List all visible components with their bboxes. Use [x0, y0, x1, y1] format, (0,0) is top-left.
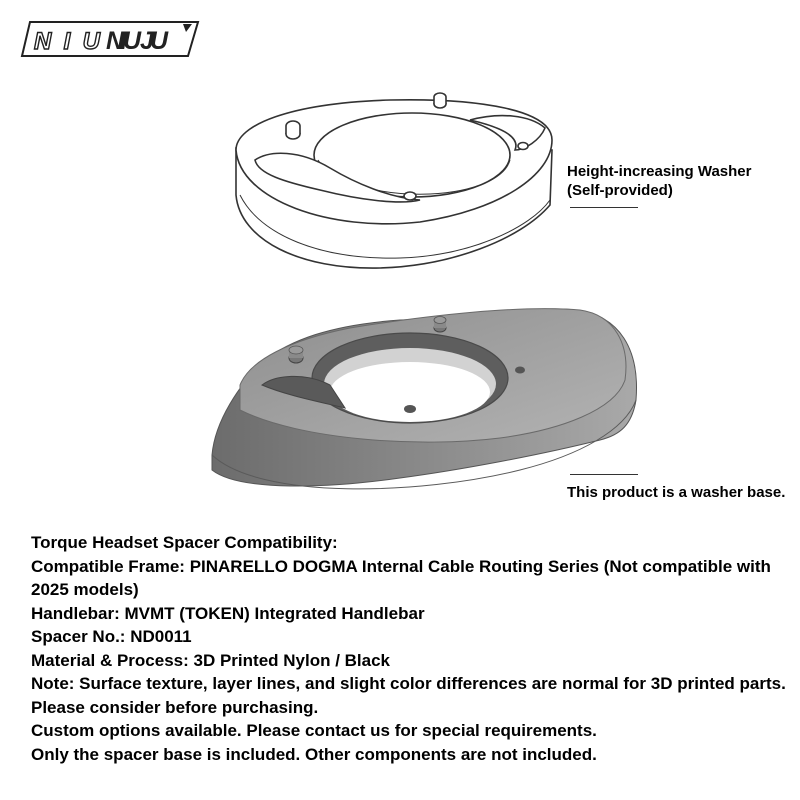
spec-compatible-frame: Compatible Frame: PINARELLO DOGMA Internal Cable Routing Series (Not compatible with 2025 models): [31, 556, 771, 599]
upper-leader-line: [570, 207, 638, 208]
svg-text:NIU: NIU: [34, 28, 100, 55]
spec-material: Material & Process: 3D Printed Nylon / Black: [31, 650, 391, 670]
height-increasing-washer: [236, 93, 552, 268]
spec-list: [31, 531, 791, 766]
washer-base: [212, 309, 636, 489]
upper-part-callout: Height-increasing Washer (Self-provided): [567, 163, 752, 199]
spec-note: Note: Surface texture, layer lines, and slight color differences are normal for 3D printed parts. Please consider before purchasing.: [31, 674, 786, 717]
spec-handlebar: Handlebar: MVMT (TOKEN) Integrated Handlebar: [31, 603, 425, 623]
logo-text: NIU JU: [106, 27, 168, 55]
lower-part-callout: This product is a washer base.: [567, 484, 786, 501]
spec-heading: Torque Headset Spacer Compatibility:: [31, 533, 338, 552]
lower-leader-line: [570, 474, 638, 475]
spec-included-parts: Only the spacer base is included. Other components are not included.: [31, 744, 597, 764]
spec-custom-options: Custom options available. Please contact us for special requirements.: [31, 721, 597, 740]
spec-spacer-number: Spacer No.: ND0011: [31, 627, 192, 646]
